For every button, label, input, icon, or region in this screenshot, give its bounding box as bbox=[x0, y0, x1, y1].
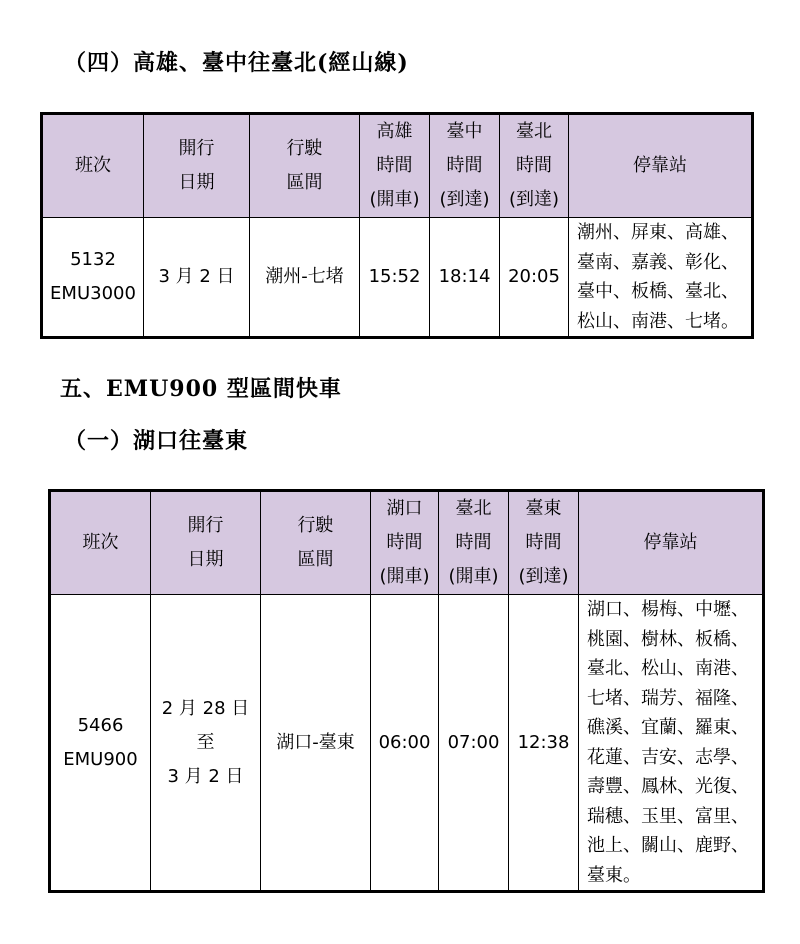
table-row bbox=[50, 595, 764, 892]
run-date-cell: 2 月 28 日 至 3 月 2 日 bbox=[151, 595, 261, 892]
section-5-heading: 五、EMU900 型區間快車 bbox=[60, 376, 342, 402]
header-kaohsiung-time: 高雄 時間 (開車) bbox=[360, 114, 430, 218]
schedule-table-hukou-taitung bbox=[48, 489, 765, 893]
run-date-cell: 3 月 2 日 bbox=[144, 218, 250, 338]
header-taitung-time: 臺東 時間 (到達) bbox=[509, 491, 579, 595]
header-stops: 停靠站 bbox=[579, 491, 764, 595]
taipei-time-cell: 07:00 bbox=[439, 595, 509, 892]
header-segment: 行駛 區間 bbox=[261, 491, 371, 595]
header-taichung-time: 臺中 時間 (到達) bbox=[430, 114, 500, 218]
header-train-no: 班次 bbox=[42, 114, 144, 218]
header-train-no: 班次 bbox=[50, 491, 151, 595]
header-segment: 行駛 區間 bbox=[250, 114, 360, 218]
stops-cell: 湖口、楊梅、中壢、 桃園、樹林、板橋、 臺北、松山、南港、 七堵、瑞芳、福隆、 礁溪、宜蘭、羅東、 花蓮、吉安、志學、 壽豐、鳳林、光復、 瑞穗、玉里、富里、 池上、關山、鹿野、 臺東。 bbox=[579, 595, 764, 892]
train-number-cell: 5466 EMU900 bbox=[50, 595, 151, 892]
header-hukou-time: 湖口 時間 (開車) bbox=[371, 491, 439, 595]
table-header-row bbox=[50, 491, 764, 595]
segment-cell: 潮州-七堵 bbox=[250, 218, 360, 338]
header-stops: 停靠站 bbox=[569, 114, 753, 218]
header-run-date: 開行 日期 bbox=[144, 114, 250, 218]
taichung-time-cell: 18:14 bbox=[430, 218, 500, 338]
section-4-heading: （四）高雄、臺中往臺北(經山線) bbox=[64, 50, 409, 76]
segment-cell: 湖口-臺東 bbox=[261, 595, 371, 892]
header-taipei-time: 臺北 時間 (開車) bbox=[439, 491, 509, 595]
schedule-table-kaohsiung-taipei bbox=[40, 112, 754, 339]
table-row bbox=[42, 218, 753, 338]
header-taipei-time: 臺北 時間 (到達) bbox=[500, 114, 569, 218]
hukou-time-cell: 06:00 bbox=[371, 595, 439, 892]
table-header-row bbox=[42, 114, 753, 218]
taipei-time-cell: 20:05 bbox=[500, 218, 569, 338]
taitung-time-cell: 12:38 bbox=[509, 595, 579, 892]
train-number-cell: 5132 EMU3000 bbox=[42, 218, 144, 338]
stops-cell: 潮州、屏東、高雄、 臺南、嘉義、彰化、 臺中、板橋、臺北、 松山、南港、七堵。 bbox=[569, 218, 753, 338]
kaohsiung-time-cell: 15:52 bbox=[360, 218, 430, 338]
header-run-date: 開行 日期 bbox=[151, 491, 261, 595]
section-5-1-heading: （一）湖口往臺東 bbox=[64, 428, 249, 454]
